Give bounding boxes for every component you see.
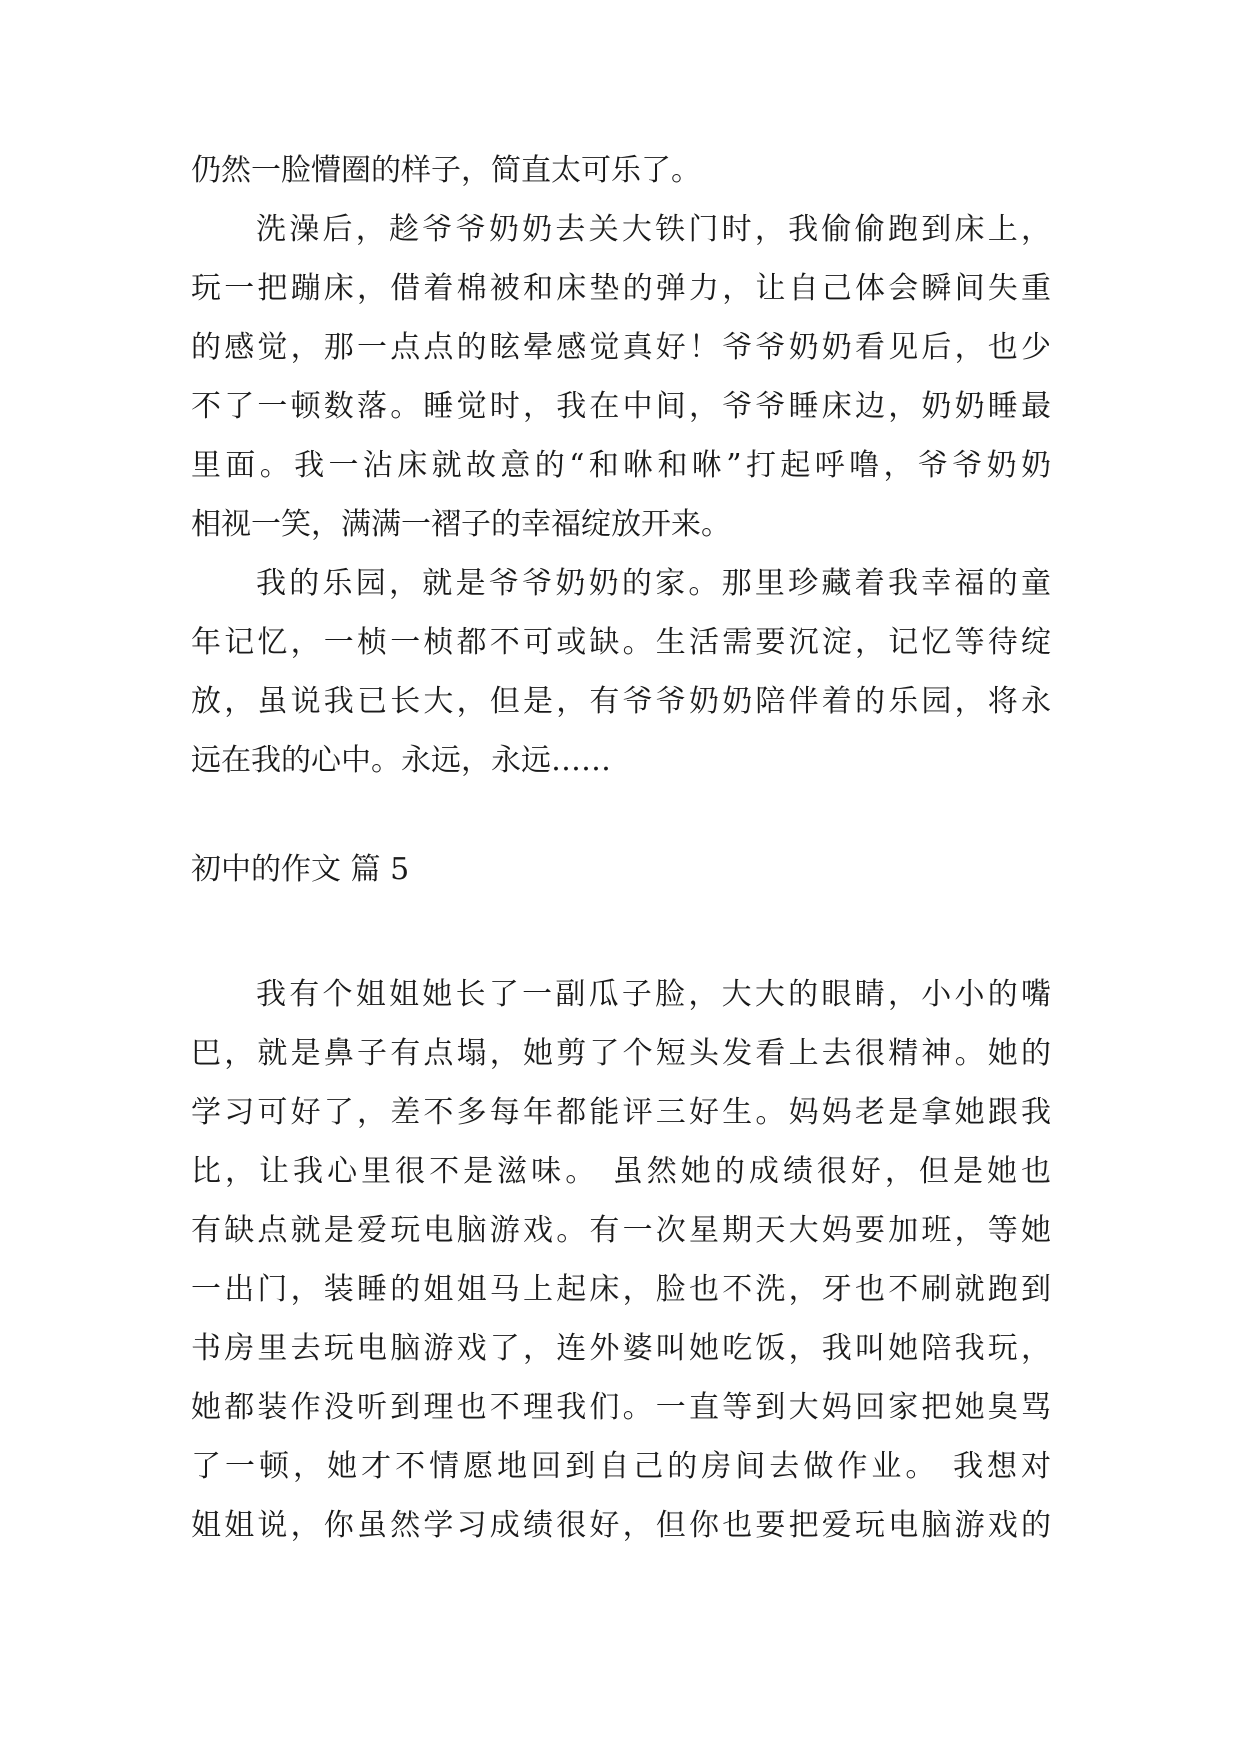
text-line: 有缺点就是爱玩电脑游戏。有一次星期天大妈要加班，等她 (191, 1213, 1051, 1248)
text-line: 书房里去玩电脑游戏了，连外婆叫她吃饭，我叫她陪我玩， (191, 1331, 1051, 1366)
text-line: 的感觉，那一点点的眩晕感觉真好！爷爷奶奶看见后，也少 (191, 330, 1051, 365)
text-line: 远在我的心中。永远，永远…… (191, 743, 611, 778)
essay-body-part-1 (191, 141, 1051, 790)
essay-heading: 初中的作文 篇 5 (191, 852, 410, 887)
text-line: 巴，就是鼻子有点塌，她剪了个短头发看上去很精神。她的 (191, 1036, 1051, 1071)
text-line: 姐姐说，你虽然学习成绩很好，但你也要把爱玩电脑游戏的 (191, 1508, 1051, 1543)
text-line: 她都装作没听到理也不理我们。一直等到大妈回家把她臭骂 (191, 1390, 1051, 1425)
text-line: 洗澡后，趁爷爷奶奶去关大铁门时，我偷偷跑到床上， (256, 212, 1051, 247)
text-line: 玩一把蹦床，借着棉被和床垫的弹力，让自己体会瞬间失重 (191, 271, 1051, 306)
text-line: 了一顿，她才不情愿地回到自己的房间去做作业。 我想对 (191, 1449, 1051, 1484)
text-line: 里面。我一沾床就故意的“和咻和咻”打起呼噜，爷爷奶奶 (191, 448, 1051, 483)
text-line: 相视一笑，满满一褶子的幸福绽放开来。 (191, 507, 731, 542)
text-line: 比，让我心里很不是滋味。 虽然她的成绩很好，但是她也 (191, 1154, 1051, 1189)
text-line: 不了一顿数落。睡觉时，我在中间，爷爷睡床边，奶奶睡最 (191, 389, 1051, 424)
text-line: 一出门，装睡的姐姐马上起床，脸也不洗，牙也不刷就跑到 (191, 1272, 1051, 1307)
text-line: 年记忆，一桢一桢都不可或缺。生活需要沉淀，记忆等待绽 (191, 625, 1051, 660)
text-line: 放，虽说我已长大，但是，有爷爷奶奶陪伴着的乐园，将永 (191, 684, 1051, 719)
text-line: 仍然一脸懵圈的样子，简直太可乐了。 (191, 153, 701, 188)
text-line: 我有个姐姐她长了一副瓜子脸，大大的眼睛，小小的嘴 (256, 977, 1051, 1012)
text-line: 我的乐园，就是爷爷奶奶的家。那里珍藏着我幸福的童 (256, 566, 1051, 601)
essay-body-part-2 (191, 965, 1051, 1555)
text-line: 学习可好了，差不多每年都能评三好生。妈妈老是拿她跟我 (191, 1095, 1051, 1130)
